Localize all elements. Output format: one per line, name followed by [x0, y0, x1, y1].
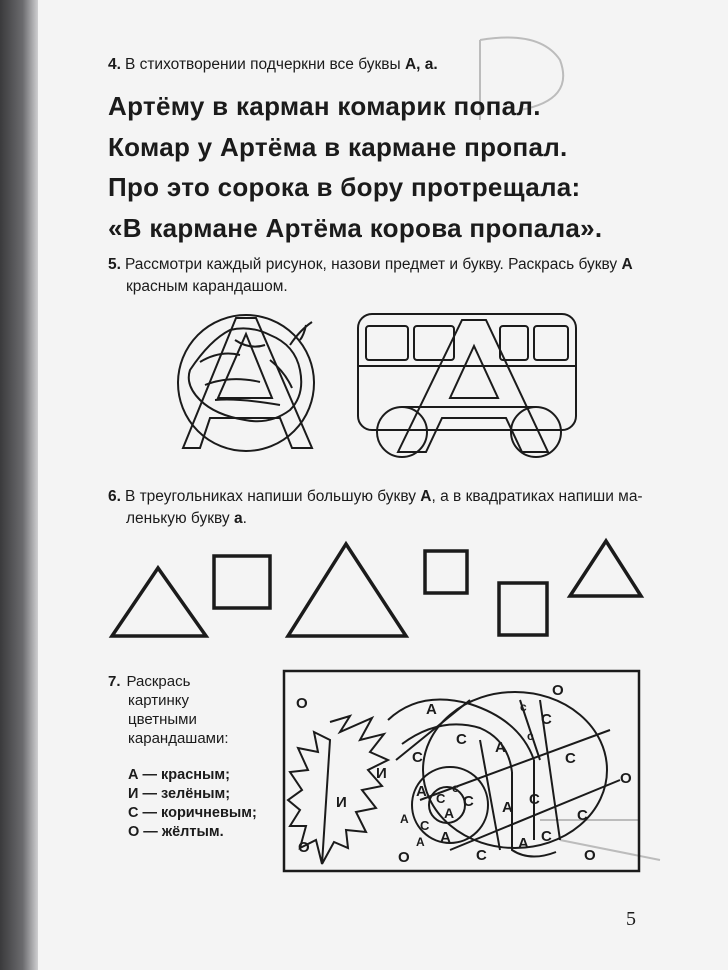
task4-number: 4.	[108, 56, 121, 73]
puzzle-letter-a-small: А	[400, 812, 409, 826]
puzzle-letter-o: О	[296, 695, 308, 712]
puzzle-letter-o: О	[398, 849, 410, 866]
puzzle-letter-c: С	[456, 731, 467, 748]
task6-text: В треугольниках напиши большую букву	[124, 488, 416, 505]
legend-item: С — коричневым;	[128, 805, 257, 821]
task5-text-line2: красным карандашом.	[126, 278, 288, 295]
puzzle-letter-a-small: А	[416, 835, 425, 849]
puzzle-letter-c-small: с	[527, 729, 534, 743]
puzzle-letter-o: О	[298, 839, 310, 856]
task6-text-line2: ленькую букву	[126, 510, 230, 527]
puzzle-letter-i: И	[336, 794, 347, 811]
puzzle-letter-o: О	[552, 682, 564, 699]
task5-number: 5.	[108, 256, 121, 273]
task7-line: цветными	[128, 711, 197, 728]
poem-line: «В кармане Артёма корова пропала».	[108, 212, 603, 243]
task7-line: Раскрась	[126, 673, 191, 690]
task6-letter-big: А	[420, 488, 432, 505]
legend-item: А — красным;	[128, 767, 230, 783]
task6-number: 6.	[108, 488, 121, 505]
task7-line: картинку	[128, 692, 190, 709]
puzzle-letter-o: О	[620, 770, 632, 787]
page-number: 5	[626, 908, 636, 930]
task6-letter-small: а	[233, 510, 243, 527]
puzzle-letter-c: С	[463, 793, 474, 810]
legend-item: О — жёлтым.	[128, 824, 224, 840]
puzzle-letter-i: И	[376, 765, 387, 782]
puzzle-letter-c: С	[436, 791, 446, 806]
task6-text-line2-post: .	[242, 510, 247, 527]
puzzle-letter-c: С	[476, 847, 487, 864]
poem-line: Артёму в карман комарик попал.	[108, 91, 541, 121]
puzzle-letter-a: А	[518, 835, 529, 852]
task6-text-post: , а в квадратиках напиши ма-	[431, 488, 643, 505]
task5-text: Рассмотри каждый рисунок, назови предмет и букву. Раскрась букву	[124, 256, 618, 273]
puzzle-letter-a: А	[416, 783, 427, 800]
task7-line: карандашами:	[128, 730, 229, 747]
puzzle-letter-c: С	[420, 818, 430, 833]
puzzle-letter-c: С	[541, 711, 552, 728]
puzzle-letter-a: А	[495, 739, 506, 756]
puzzle-letter-c-small: с	[452, 781, 459, 795]
puzzle-letter-a: А	[426, 701, 437, 718]
puzzle-letter-c: С	[577, 807, 588, 824]
puzzle-letter-c: С	[541, 828, 552, 845]
puzzle-letter-c: С	[529, 791, 540, 808]
task7-number: 7.	[108, 673, 121, 690]
puzzle-letter-a: А	[502, 799, 513, 816]
task4-letters: А, а.	[404, 56, 438, 73]
puzzle-letter-c-small: с	[520, 700, 527, 714]
puzzle-letter-c: С	[412, 749, 423, 766]
task5-letter: А	[621, 256, 633, 273]
letter-a-top[interactable]	[388, 700, 534, 760]
puzzle-letter-o: О	[584, 847, 596, 864]
task4-text: В стихотворении подчеркни все буквы	[124, 56, 401, 73]
poem-line: Комар у Артёма в кармане пропал.	[108, 131, 568, 162]
puzzle-letter-c: С	[565, 750, 576, 767]
legend-item: И — зелёным;	[128, 786, 231, 802]
poem-line: Про это сорока в бору протрещала:	[108, 172, 581, 202]
puzzle-letter-a: А	[440, 829, 451, 846]
puzzle-letter-a: А	[444, 805, 455, 821]
